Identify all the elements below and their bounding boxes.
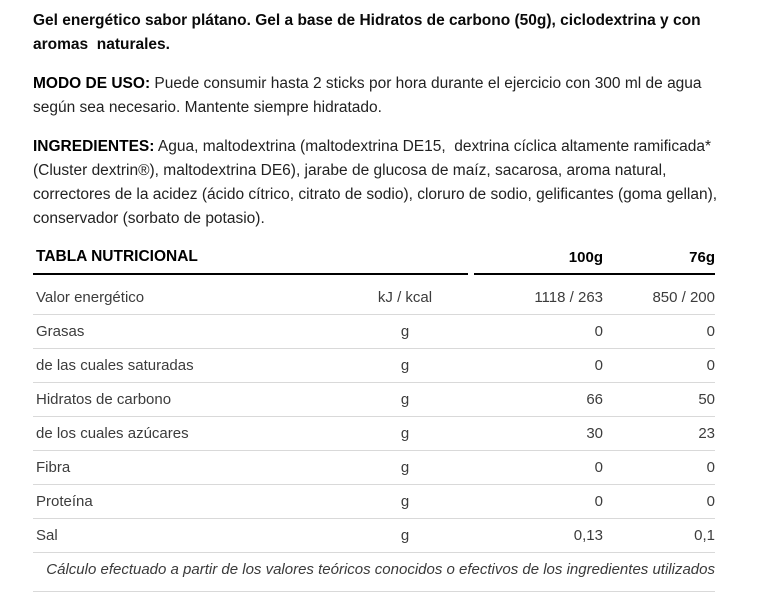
row-label: Valor energético [36, 289, 145, 306]
table-row-sugars [33, 417, 715, 451]
row-unit: g [400, 459, 410, 476]
row-label: Fibra [36, 459, 71, 476]
table-row-saturated [33, 349, 715, 383]
row-label: Sal [36, 527, 58, 544]
table-row-energy [33, 281, 715, 315]
row-unit: g [400, 357, 410, 374]
usage-paragraph [33, 72, 731, 120]
row-unit: kJ / kcal [377, 289, 433, 306]
row-value-76g: 850 / 200 [652, 289, 715, 306]
ingredients-label: INGREDIENTES: [33, 138, 155, 155]
ingredients-paragraph [33, 135, 731, 231]
row-unit: g [400, 391, 410, 408]
usage-text: Puede consumir hasta 2 sticks por hora durante el ejercicio con 300 ml de agua según sea necesario. Mantente siempre hidratado. [33, 75, 706, 116]
row-value-100g: 0,13 [573, 527, 603, 544]
row-value-76g: 0 [706, 459, 715, 476]
ingredients-text: Agua, maltodextrina (maltodextrina DE15, dextrina cíclica altamente ramificada* (Cluster dextrin®), maltodextrina DE6), jarabe de glucosa de maíz, sacarosa, aroma natural, correctores de la acidez (ácido cítrico, citrato de sodio), cloruro de sodio, gelificantes (goma gellan), conservador (sorbato de potasio). [33, 138, 722, 227]
usage-label: MODO DE USO: [33, 75, 151, 92]
table-row-salt [33, 519, 715, 553]
calculation-footnote: Cálculo efectuado a partir de los valores teóricos conocidos o efectivos de los ingredientes utilizados [33, 553, 715, 592]
product-description: Gel energético sabor plátano. Gel a base de Hidratos de carbono (50g), ciclodextrina y con aromas naturales. [33, 12, 705, 53]
table-title: TABLA NUTRICIONAL [36, 248, 198, 265]
row-unit: g [400, 527, 410, 544]
row-value-76g: 0,1 [694, 527, 715, 544]
row-label: Hidratos de carbono [36, 391, 172, 408]
table-row-fat [33, 315, 715, 349]
row-value-76g: 50 [698, 391, 715, 408]
table-row-carbs [33, 383, 715, 417]
row-label: Grasas [36, 323, 85, 340]
nutrition-table-body [33, 281, 715, 553]
row-value-100g: 30 [586, 425, 603, 442]
row-value-100g: 0 [594, 459, 603, 476]
table-row-protein [33, 485, 715, 519]
row-value-100g: 66 [586, 391, 603, 408]
row-label: Proteína [36, 493, 93, 510]
header-divider [33, 273, 715, 275]
row-unit: g [400, 493, 410, 510]
row-value-76g: 0 [706, 493, 715, 510]
row-value-76g: 0 [706, 323, 715, 340]
row-value-100g: 0 [594, 323, 603, 340]
header-divider-right [474, 273, 715, 275]
row-unit: g [400, 323, 410, 340]
row-value-76g: 23 [698, 425, 715, 442]
table-row-fiber [33, 451, 715, 485]
row-value-100g: 1118 / 263 [534, 289, 603, 306]
row-unit: g [400, 425, 410, 442]
column-header-76g: 76g [689, 249, 715, 266]
header-divider-left [33, 273, 468, 275]
nutrition-table-header [33, 248, 715, 273]
nutrition-table [33, 248, 715, 592]
column-header-100g: 100g [568, 249, 603, 266]
row-value-100g: 0 [594, 493, 603, 510]
row-value-100g: 0 [594, 357, 603, 374]
row-value-76g: 0 [706, 357, 715, 374]
row-label: de los cuales azúcares [36, 425, 189, 442]
row-label: de las cuales saturadas [36, 357, 194, 374]
